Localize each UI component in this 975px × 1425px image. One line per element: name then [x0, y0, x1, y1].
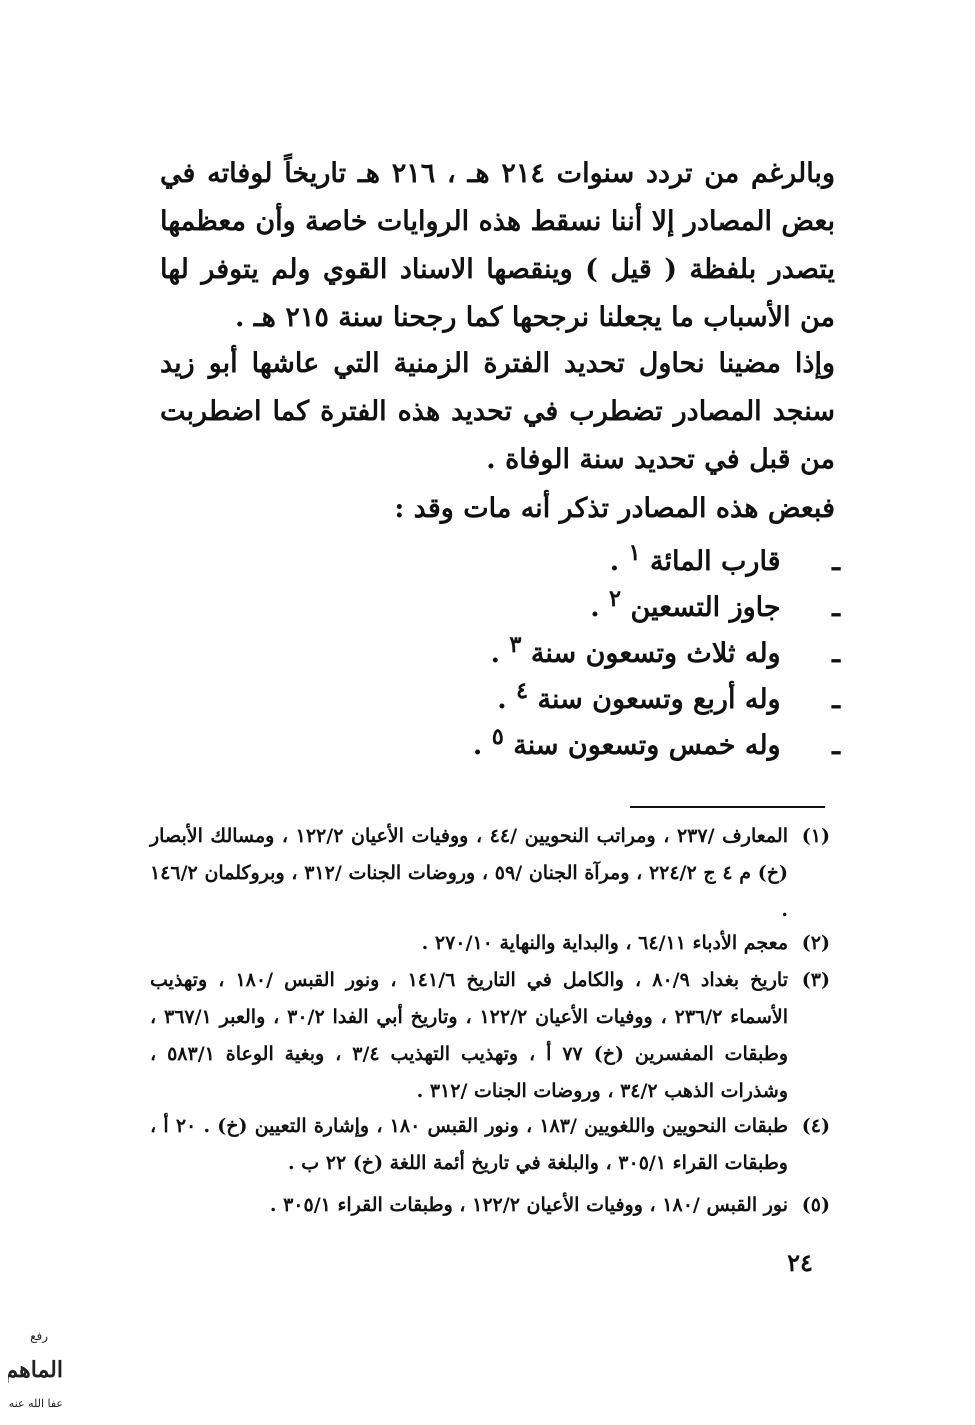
paragraph-1: وبالرغم من تردد سنوات ٢١٤ هـ ، ٢١٦ هـ تاريخاً لوفاته في بعض المصادر إلا أننا نسقط هذه الروايات خاصة وأن معظمها يتصدر بلفظة ( قيل ) وينقصها الاسناد القوي ولم يتوفر لها من الأسباب ما يجعلنا نرجحها كما رجحنا سنة ٢١٥ هـ . — [160, 158, 835, 333]
list-item-end: . — [590, 592, 600, 623]
stamp-line-1: رفع — [30, 1329, 48, 1343]
list-dash: ـ — [832, 638, 840, 669]
list-item-text: وله أربع وتسعون سنة — [537, 684, 781, 715]
list-item-end: . — [497, 684, 507, 715]
list-dash: ـ — [832, 684, 840, 715]
footnote — [150, 1108, 830, 1182]
list-item — [160, 714, 840, 760]
footnote-number: (٥) — [801, 1194, 830, 1216]
footnote-number: (٣) — [801, 969, 830, 991]
list-dash: ـ — [832, 730, 840, 761]
paragraph-3: فبعض هذه المصادر تذكر أنه مات وقد : — [394, 493, 835, 524]
footnote-number: (٤) — [801, 1115, 830, 1137]
footnote — [150, 1187, 830, 1224]
list-item-end: . — [490, 638, 501, 669]
footnote-text: طبقات النحويين واللغويين /١٨٣ ، ونور القبس ١٨٠ ، وإشارة التعيين (خ) . ٢٠ أ ، وطبقات القراء ٣٠٥/١ ، والبلغة في تاريخ أئمة اللغة (خ) ٢٢ ب . — [150, 1115, 789, 1174]
footnote-text: نور القبس /١٨٠ ، ووفيات الأعيان ١٢٢/٢ ، وطبقات القراء ٣٠٥/١ . — [269, 1194, 788, 1216]
footnote-number: (٢) — [801, 932, 830, 954]
footnote-ref: ١ — [628, 540, 641, 566]
footnote-text: معجم الأدباء ٦٤/١١ ، والبداية والنهاية ٢٧٠/١٠ . — [421, 932, 788, 954]
stamp-line-3: عفا الله عنه — [8, 1397, 63, 1410]
footnote-text: المعارف /٢٣٧ ، ومراتب النحويين /٤٤ ، ووفيات الأعيان ١٢٢/٢ ، ومسالك الأبصار (خ) م ٤ ج ٢٢٤/٢ ، ومرآة الجنان /٥٩ ، وروضات الجنات /٣١٢ ، وبروكلمان ١٤٦/٢ . — [150, 825, 788, 921]
footnote-ref: ٤ — [516, 678, 529, 704]
stamp-line-2: الماهم — [8, 1357, 63, 1383]
list-item-text: وله خمس وتسعون سنة — [513, 730, 781, 761]
list-item — [160, 576, 840, 622]
footnote — [150, 818, 830, 929]
list — [160, 530, 840, 760]
footnote — [150, 925, 830, 962]
footnote-text: تاريخ بغداد ٨٠/٩ ، والكامل في التاريخ ١٤١/٦ ، ونور القبس /١٨٠ ، وتهذيب الأسماء ٢٣٦/٢ ، ووفيات الأعيان ١٢٢/٢ ، وتاريخ أبي الفدا ٣٠/٢ ، والعبر ٣٦٧/١ ، وطبقات المفسرين (خ) ٧٧ أ ، وتهذيب التهذيب ٣/٤ ، وبغية الوعاة ٥٨٣/١ ، وشذرات الذهب ٣٤/٢ ، وروضات الجنات /٣١٢ . — [150, 969, 788, 1102]
list-item — [160, 668, 840, 714]
footnote-ref: ٥ — [491, 724, 504, 750]
calligraphy-stamp-icon — [8, 1322, 68, 1417]
footnote-ref: ٣ — [509, 632, 522, 658]
footnote — [150, 962, 830, 1110]
uploader-stamp-logo — [8, 1322, 68, 1417]
list-item — [160, 622, 840, 668]
list-dash: ـ — [832, 592, 840, 623]
list-dash: ـ — [832, 546, 840, 577]
list-item-text: قارب المائة — [650, 546, 781, 577]
list-item-end: . — [472, 730, 483, 761]
list-item-end: . — [609, 546, 620, 577]
footnote-number: (١) — [801, 825, 830, 847]
list-item-text: جاوز التسعين — [630, 592, 781, 623]
list-item-text: وله ثلاث وتسعون سنة — [530, 638, 781, 669]
list-item — [160, 530, 840, 576]
footnote-divider — [630, 806, 825, 808]
paragraph-2: وإذا مضينا نحاول تحديد الفترة الزمنية التي عاشها أبو زيد سنجد المصادر تضطرب في تحديد هذه الفترة كما اضطربت من قبل في تحديد سنة الوفاة . — [160, 348, 835, 475]
page-number: ٢٤ — [787, 1248, 813, 1277]
footnote-ref: ٢ — [609, 586, 622, 612]
